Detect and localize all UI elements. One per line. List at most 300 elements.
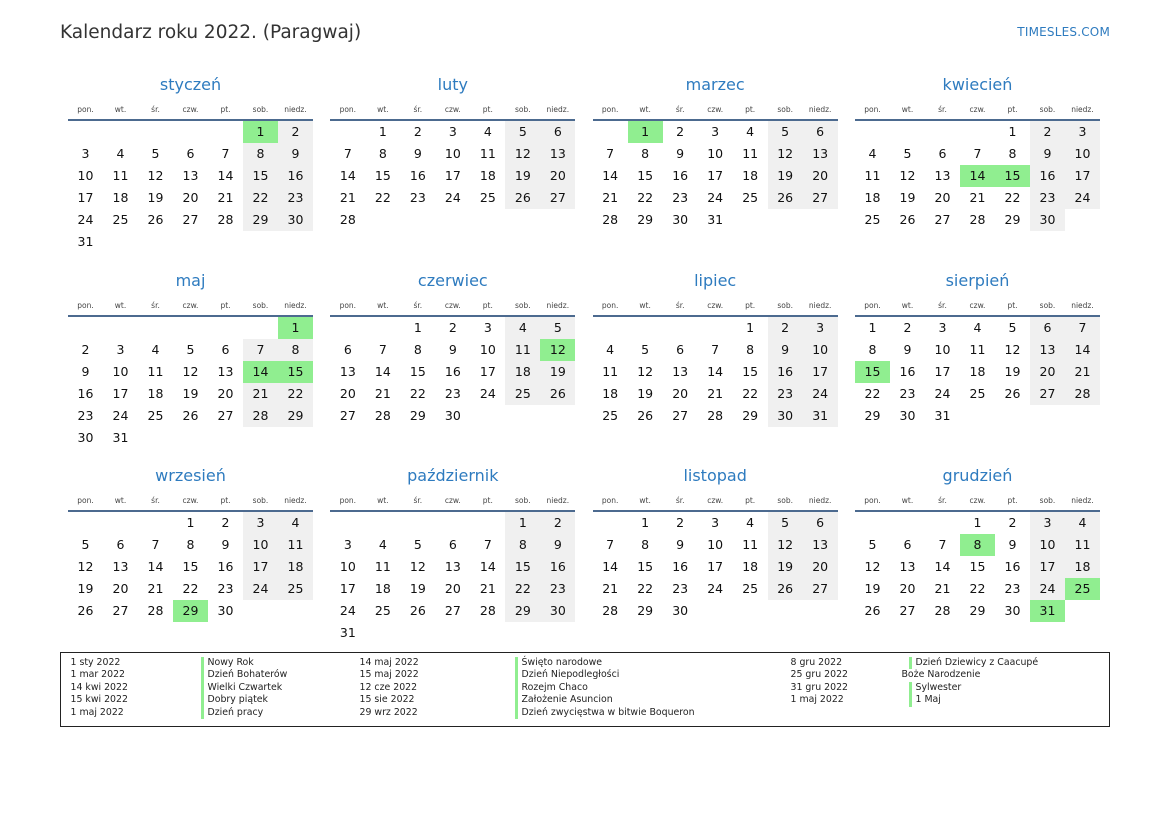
day-cell: 5 (1008, 319, 1017, 335)
weekday-label: wt. (377, 105, 389, 114)
day-cell: 19 (182, 385, 199, 401)
day-cell: 1 (973, 515, 982, 530)
day-cell: 30 (77, 429, 94, 445)
day-cell: 19 (409, 581, 426, 596)
weekend-day-cell: 6 (540, 121, 575, 143)
weekend-day-cell: 26 (505, 187, 540, 209)
day-cell: 29 (864, 407, 881, 423)
day-cell: 15 (969, 559, 986, 574)
weekday-label: śr. (938, 496, 947, 505)
weekend-day-cell: 16 (1030, 165, 1065, 187)
weekend-day-cell: 13 (803, 534, 838, 556)
day-cell: 31 (707, 212, 724, 227)
weekend-day-cell: 10 (803, 339, 838, 361)
day-cell: 22 (969, 581, 986, 596)
day-cell: 30 (1004, 603, 1021, 618)
weekend-day-cell: 19 (540, 361, 575, 383)
day-cell: 25 (112, 212, 129, 227)
weekend-day-cell: 4 (505, 317, 540, 339)
day-cell: 3 (938, 319, 947, 335)
weekday-label: wt. (901, 496, 914, 505)
day-cell: 2 (448, 319, 457, 335)
day-cell: 11 (969, 341, 986, 357)
day-cell: 16 (672, 168, 689, 183)
day-cell: 1 (378, 124, 387, 139)
day-cell: 2 (676, 515, 685, 530)
day-cell: 15 (742, 363, 759, 379)
day-cell: 20 (899, 581, 916, 596)
day-cell: 30 (899, 407, 916, 423)
day-cell: 18 (112, 190, 129, 205)
day-cell: 25 (147, 407, 164, 423)
day-cell: 18 (742, 168, 759, 183)
weekend-day-cell: 13 (1030, 339, 1065, 361)
holiday-day-cell: 15 (855, 361, 890, 383)
month-title: kwiecień (942, 75, 1013, 94)
day-cell: 22 (182, 581, 199, 596)
day-cell: 16 (77, 385, 94, 401)
weekend-day-cell: 9 (1030, 143, 1065, 165)
day-grid (593, 121, 838, 231)
legend-holiday-name: Boże Narodzenie (901, 669, 981, 680)
day-cell: 7 (606, 146, 615, 161)
weekday-label: niedz. (808, 300, 832, 310)
weekday-label: pon. (601, 300, 619, 310)
day-cell: 12 (147, 168, 164, 183)
weekend-day-cell: 23 (1030, 187, 1065, 209)
month-block (855, 463, 1100, 653)
day-cell: 19 (899, 190, 916, 205)
day-cell: 26 (409, 603, 426, 618)
legend-holiday-entry (508, 707, 695, 720)
weekend-day-cell: 29 (243, 209, 278, 231)
holiday-day-cell: 12 (540, 339, 575, 361)
day-cell: 29 (1004, 212, 1021, 227)
legend-name-column (194, 657, 288, 720)
day-cell: 10 (339, 559, 356, 574)
day-cell: 27 (934, 212, 951, 227)
weekend-day-cell: 5 (505, 121, 540, 143)
legend-holiday-entry (194, 669, 288, 682)
month-block (68, 268, 313, 458)
weekend-day-cell: 18 (1065, 556, 1100, 578)
weekend-day-cell: 22 (505, 578, 540, 600)
day-cell: 8 (378, 146, 387, 161)
day-cell: 31 (112, 429, 129, 445)
weekday-label: pon. (864, 300, 881, 310)
site-link[interactable]: TIMESLES.COM (1017, 25, 1110, 39)
weekday-label: sob. (1039, 105, 1056, 114)
day-cell: 17 (934, 363, 951, 379)
legend-holiday-name: Dzień Bohaterów (207, 669, 288, 680)
weekend-day-cell: 15 (505, 556, 540, 578)
weekend-day-cell: 1 (505, 512, 540, 534)
day-cell: 4 (606, 341, 615, 357)
day-cell: 24 (707, 581, 724, 596)
day-cell: 1 (413, 319, 422, 335)
weekend-day-cell: 23 (278, 187, 313, 209)
day-cell: 5 (413, 537, 422, 552)
weekday-label: śr. (413, 300, 423, 310)
weekday-label: czw. (444, 300, 461, 310)
weekday-label: wt. (639, 496, 651, 505)
weekday-label: wt. (639, 105, 651, 114)
day-cell: 28 (707, 407, 724, 423)
day-cell: 7 (973, 146, 982, 161)
legend-holiday-name: Dobry piątek (207, 694, 268, 705)
day-cell: 10 (934, 341, 951, 357)
weekday-label: pon. (601, 496, 619, 505)
day-cell: 22 (637, 190, 654, 205)
day-cell: 9 (81, 363, 90, 379)
month-title: luty (437, 75, 468, 94)
holiday-day-cell: 15 (278, 361, 313, 383)
day-cell: 28 (479, 603, 496, 618)
day-cell: 12 (409, 559, 426, 574)
weekday-label: czw. (707, 105, 724, 114)
day-cell: 28 (339, 212, 356, 227)
day-cell: 8 (641, 146, 650, 161)
month-block (593, 463, 838, 653)
day-cell: 3 (483, 319, 492, 335)
day-cell: 24 (112, 407, 129, 423)
day-cell: 23 (217, 581, 234, 596)
weekend-day-cell: 30 (768, 405, 803, 427)
day-cell: 20 (112, 581, 129, 596)
weekday-label: śr. (675, 496, 685, 505)
holiday-marker-bar (909, 682, 912, 695)
day-cell: 6 (221, 341, 230, 357)
weekend-day-cell: 7 (243, 339, 278, 361)
holiday-day-cell: 8 (960, 534, 995, 556)
day-cell: 21 (147, 581, 164, 596)
weekend-day-cell: 27 (803, 187, 838, 209)
day-cell: 28 (374, 407, 391, 423)
legend-holiday-entry (508, 682, 695, 695)
weekday-label: pon. (601, 105, 619, 114)
day-cell: 1 (186, 515, 195, 530)
holiday-marker-bar (201, 682, 204, 695)
day-cell: 29 (969, 603, 986, 618)
day-cell: 11 (479, 146, 496, 161)
month-title: czerwiec (417, 270, 488, 290)
day-cell: 26 (637, 407, 654, 423)
day-cell: 26 (864, 603, 881, 618)
weekend-day-cell: 26 (540, 383, 575, 405)
weekday-header-row (593, 495, 838, 507)
month-title: październik (407, 466, 499, 485)
legend-holiday-entry (508, 657, 695, 670)
holiday-marker-bar (515, 682, 518, 695)
day-cell: 10 (77, 168, 94, 183)
day-cell: 7 (151, 537, 160, 552)
day-cell: 31 (934, 407, 951, 423)
day-cell: 27 (182, 212, 199, 227)
weekend-day-cell: 20 (803, 165, 838, 187)
weekday-label: sob. (777, 105, 793, 114)
day-cell: 27 (339, 407, 356, 423)
weekend-day-cell: 31 (803, 405, 838, 427)
day-cell: 9 (1008, 537, 1017, 552)
day-grid (68, 121, 313, 253)
day-cell: 20 (182, 190, 199, 205)
weekday-label: pon. (77, 300, 94, 310)
weekend-day-cell: 3 (803, 317, 838, 339)
month-title: maj (175, 270, 206, 290)
weekday-label: czw. (707, 496, 724, 505)
legend-date: 1 maj 2022 (70, 706, 124, 718)
month-block (593, 72, 838, 262)
weekend-day-cell: 6 (803, 512, 838, 534)
weekday-label: śr. (675, 105, 685, 114)
weekday-label: czw. (969, 496, 986, 505)
day-cell: 28 (934, 603, 951, 618)
day-cell: 23 (1004, 581, 1021, 596)
legend-holiday-name: Dzień pracy (207, 706, 264, 718)
weekday-label: czw. (182, 300, 199, 310)
day-cell: 12 (1004, 341, 1021, 357)
day-cell: 19 (637, 385, 654, 401)
weekday-label: śr. (938, 105, 947, 114)
legend-holiday-entry (902, 682, 1039, 695)
day-cell: 6 (343, 341, 352, 357)
day-cell: 13 (934, 168, 951, 183)
day-cell: 5 (151, 146, 160, 161)
weekday-label: wt. (377, 300, 389, 310)
weekday-label: czw. (182, 105, 199, 114)
day-cell: 23 (409, 190, 426, 205)
day-grid (855, 121, 1100, 231)
day-cell: 31 (339, 625, 356, 640)
weekend-day-cell: 30 (278, 209, 313, 231)
day-cell: 21 (707, 385, 724, 401)
day-cell: 2 (221, 515, 230, 530)
day-cell: 22 (409, 385, 426, 401)
weekend-day-cell: 28 (1065, 383, 1100, 405)
day-cell: 14 (479, 559, 496, 574)
weekday-header-row (855, 104, 1100, 116)
day-cell: 15 (409, 363, 426, 379)
day-cell: 27 (444, 603, 461, 618)
holiday-day-cell: 1 (243, 121, 278, 143)
weekend-day-cell: 12 (768, 534, 803, 556)
weekday-label: niedz. (546, 496, 570, 505)
day-cell: 23 (77, 407, 94, 423)
weekend-day-cell: 24 (243, 578, 278, 600)
page-title: Kalendarz roku 2022. (Paragwaj) (60, 22, 362, 43)
day-cell: 11 (742, 146, 759, 161)
weekend-day-cell: 27 (540, 187, 575, 209)
day-cell: 17 (112, 385, 129, 401)
day-cell: 10 (112, 363, 129, 379)
weekday-label: pon. (339, 496, 357, 505)
weekend-day-cell: 24 (1030, 578, 1065, 600)
month-block (330, 463, 575, 653)
weekend-day-cell: 17 (1065, 165, 1100, 187)
day-grid (593, 317, 838, 427)
weekend-day-cell: 24 (803, 383, 838, 405)
weekday-label: wt. (901, 105, 914, 114)
day-cell: 24 (707, 190, 724, 205)
day-cell: 18 (374, 581, 391, 596)
weekend-day-cell: 25 (278, 578, 313, 600)
day-cell: 21 (479, 581, 496, 596)
day-cell: 13 (217, 363, 234, 379)
day-cell: 21 (374, 385, 391, 401)
weekday-label: sob. (252, 105, 269, 114)
day-cell: 5 (186, 341, 195, 357)
weekday-label: niedz. (1071, 105, 1094, 114)
day-cell: 18 (969, 363, 986, 379)
day-cell: 21 (602, 581, 619, 596)
weekend-day-cell: 27 (803, 578, 838, 600)
legend-date: 15 maj 2022 (359, 669, 419, 680)
weekend-day-cell: 5 (768, 512, 803, 534)
weekday-header-row (593, 104, 838, 116)
day-cell: 19 (864, 581, 881, 596)
weekend-day-cell: 20 (803, 556, 838, 578)
weekday-label: niedz. (284, 300, 307, 310)
day-cell: 22 (1004, 190, 1021, 205)
legend-holiday-name: Rozejm Chaco (521, 681, 588, 693)
day-cell: 24 (77, 212, 94, 227)
day-cell: 26 (77, 603, 94, 618)
day-grid (855, 512, 1100, 622)
weekend-day-cell: 15 (243, 165, 278, 187)
legend-date: 1 mar 2022 (70, 669, 126, 680)
day-cell: 18 (864, 190, 881, 205)
day-cell: 11 (602, 363, 619, 379)
weekend-day-cell: 11 (278, 534, 313, 556)
weekday-header-row (330, 104, 575, 116)
weekday-label: niedz. (546, 105, 570, 114)
day-cell: 2 (676, 124, 685, 139)
weekday-label: sob. (252, 496, 269, 505)
day-cell: 4 (483, 124, 492, 139)
day-cell: 3 (711, 124, 720, 139)
weekend-day-cell: 20 (1030, 361, 1065, 383)
weekend-day-cell: 8 (278, 339, 313, 361)
legend-date: 1 maj 2022 (790, 694, 844, 705)
weekday-label: śr. (151, 496, 160, 505)
weekend-day-cell: 14 (1065, 339, 1100, 361)
day-cell: 6 (676, 341, 685, 357)
day-cell: 21 (217, 190, 234, 205)
weekend-day-cell: 9 (768, 339, 803, 361)
holiday-day-cell: 14 (960, 165, 995, 187)
month-block (68, 72, 313, 262)
day-grid (855, 317, 1100, 427)
day-cell: 31 (77, 234, 94, 249)
day-cell: 9 (221, 537, 230, 552)
day-cell: 7 (221, 146, 230, 161)
legend-date: 15 kwi 2022 (70, 694, 128, 705)
weekend-day-cell: 10 (243, 534, 278, 556)
day-cell: 22 (637, 581, 654, 596)
day-cell: 1 (868, 319, 877, 335)
weekday-header-row (330, 300, 575, 312)
day-cell: 2 (1008, 515, 1017, 530)
day-cell: 10 (707, 537, 724, 552)
day-cell: 7 (378, 341, 387, 357)
day-cell: 1 (641, 515, 650, 530)
weekday-label: sob. (777, 496, 793, 505)
weekend-day-cell: 19 (768, 556, 803, 578)
weekday-header-row (593, 300, 838, 312)
day-cell: 3 (343, 537, 352, 552)
day-cell: 17 (479, 363, 496, 379)
day-cell: 3 (448, 124, 457, 139)
day-cell: 1 (1008, 124, 1017, 139)
weekday-label: czw. (444, 496, 461, 505)
day-cell: 14 (602, 168, 619, 183)
day-cell: 14 (934, 559, 951, 574)
day-cell: 9 (676, 146, 685, 161)
day-cell: 30 (444, 407, 461, 423)
weekend-day-cell: 6 (803, 121, 838, 143)
day-cell: 12 (182, 363, 199, 379)
month-title: lipiec (694, 270, 737, 290)
legend-holiday-name: Dzień Dziewicy z Caacupé (915, 656, 1039, 668)
day-cell: 6 (116, 537, 125, 552)
weekday-label: wt. (639, 300, 651, 310)
weekend-day-cell: 24 (1065, 187, 1100, 209)
day-cell: 6 (448, 537, 457, 552)
day-cell: 14 (707, 363, 724, 379)
day-cell: 14 (374, 363, 391, 379)
weekend-day-cell: 22 (243, 187, 278, 209)
day-cell: 19 (77, 581, 94, 596)
day-cell: 16 (899, 363, 916, 379)
weekday-label: pt. (745, 300, 756, 310)
holiday-day-cell: 25 (1065, 578, 1100, 600)
weekend-day-cell: 8 (243, 143, 278, 165)
holiday-marker-bar (201, 707, 204, 720)
day-cell: 25 (742, 581, 759, 596)
day-cell: 16 (217, 559, 234, 574)
month-block (593, 268, 838, 458)
weekday-label: sob. (777, 300, 793, 310)
weekday-label: czw. (969, 300, 986, 310)
day-cell: 23 (444, 385, 461, 401)
weekend-day-cell: 16 (278, 165, 313, 187)
day-cell: 4 (973, 319, 982, 335)
legend-holiday-entry (902, 669, 1039, 682)
day-cell: 13 (672, 363, 689, 379)
holiday-marker-bar (515, 669, 518, 682)
day-cell: 29 (637, 212, 654, 227)
weekend-day-cell: 29 (505, 600, 540, 622)
day-cell: 17 (444, 168, 461, 183)
legend-holiday-entry (902, 694, 1039, 707)
month-block (330, 72, 575, 262)
weekend-day-cell: 10 (1030, 534, 1065, 556)
weekday-label: pt. (482, 496, 493, 505)
weekday-label: pon. (339, 300, 357, 310)
weekday-label: śr. (151, 300, 160, 310)
day-cell: 20 (217, 385, 234, 401)
weekend-day-cell: 2 (278, 121, 313, 143)
day-cell: 8 (186, 537, 195, 552)
weekend-day-cell: 28 (243, 405, 278, 427)
weekday-label: sob. (252, 300, 269, 310)
weekday-label: czw. (182, 496, 199, 505)
day-cell: 26 (147, 212, 164, 227)
weekday-label: pt. (745, 105, 756, 114)
day-cell: 11 (374, 559, 391, 574)
day-cell: 9 (903, 341, 912, 357)
weekday-label: niedz. (808, 496, 832, 505)
